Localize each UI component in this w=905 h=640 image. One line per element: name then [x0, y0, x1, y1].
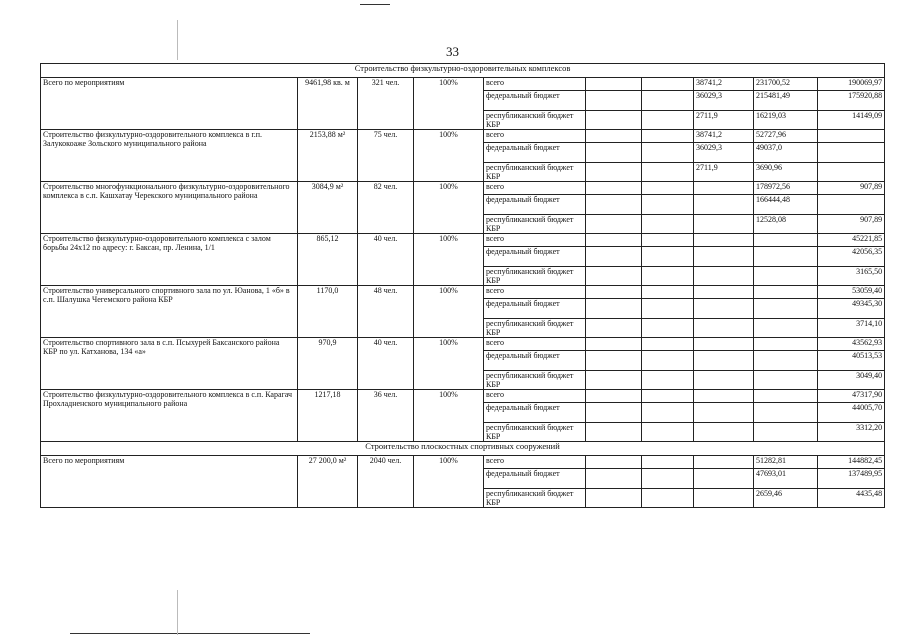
amount-year-2: 178972,56 — [754, 182, 818, 195]
capacity-people: 75 чел. — [358, 130, 414, 182]
table-row — [41, 338, 885, 351]
funding-source: республиканский бюджет КБР — [484, 489, 586, 508]
empty-cell — [586, 78, 642, 91]
capacity-people: 40 чел. — [358, 234, 414, 286]
amount-year-3: 3165,50 — [818, 267, 885, 286]
capacity-people: 82 чел. — [358, 182, 414, 234]
amount-year-2: 231700,52 — [754, 78, 818, 91]
empty-cell — [586, 267, 642, 286]
amount-year-3: 43562,93 — [818, 338, 885, 351]
empty-cell — [642, 91, 694, 111]
amount-year-1 — [694, 351, 754, 371]
amount-year-3: 47317,90 — [818, 390, 885, 403]
empty-cell — [586, 489, 642, 508]
page-number: 33 — [446, 44, 459, 59]
amount-year-3: 190069,97 — [818, 78, 885, 91]
funding-source: всего — [484, 234, 586, 247]
amount-year-1 — [694, 403, 754, 423]
funding-source: республиканский бюджет КБР — [484, 111, 586, 130]
completion-percent: 100% — [414, 234, 484, 286]
amount-year-1 — [694, 195, 754, 215]
table-row — [41, 286, 885, 299]
scan-line-vertical-lower — [177, 590, 178, 635]
completion-percent: 100% — [414, 130, 484, 182]
empty-cell — [642, 215, 694, 234]
amount-year-2: 52727,96 — [754, 130, 818, 143]
capacity-area: 1170,0 — [298, 286, 358, 338]
capacity-area: 27 200,0 м² — [298, 456, 358, 508]
amount-year-3: 907,89 — [818, 182, 885, 195]
amount-year-3 — [818, 143, 885, 163]
section-header-row — [41, 64, 885, 78]
measure-name: Строительство физкультурно-оздоровительного комплекса в с.п. Карагач Прохладненского муниципального района — [41, 390, 298, 442]
funding-source: всего — [484, 130, 586, 143]
amount-year-2 — [754, 338, 818, 351]
amount-year-3: 44005,70 — [818, 403, 885, 423]
amount-year-1: 2711,9 — [694, 163, 754, 182]
empty-cell — [642, 299, 694, 319]
funding-source: республиканский бюджет КБР — [484, 267, 586, 286]
measure-name: Строительство физкультурно-оздоровительного комплекса в г.п. Залукокоаже Зольского муниципального района — [41, 130, 298, 182]
empty-cell — [642, 286, 694, 299]
section-header-row — [41, 442, 885, 456]
amount-year-2 — [754, 319, 818, 338]
completion-percent: 100% — [414, 338, 484, 390]
table-row — [41, 234, 885, 247]
empty-cell — [586, 423, 642, 442]
amount-year-3: 907,89 — [818, 215, 885, 234]
funding-source: федеральный бюджет — [484, 247, 586, 267]
capacity-people: 321 чел. — [358, 78, 414, 130]
empty-cell — [642, 489, 694, 508]
amount-year-1 — [694, 267, 754, 286]
measure-name: Строительство спортивного зала в с.п. Псыхурей Баксанского района КБР по ул. Катханова, 134 «а» — [41, 338, 298, 390]
capacity-area: 2153,88 м² — [298, 130, 358, 182]
amount-year-1 — [694, 299, 754, 319]
funding-source: республиканский бюджет КБР — [484, 163, 586, 182]
amount-year-2: 215481,49 — [754, 91, 818, 111]
funding-source: федеральный бюджет — [484, 299, 586, 319]
empty-cell — [642, 234, 694, 247]
amount-year-3: 53059,40 — [818, 286, 885, 299]
completion-percent: 100% — [414, 182, 484, 234]
table-row — [41, 182, 885, 195]
amount-year-3 — [818, 195, 885, 215]
amount-year-1 — [694, 423, 754, 442]
empty-cell — [642, 130, 694, 143]
amount-year-3: 49345,30 — [818, 299, 885, 319]
table-row — [41, 78, 885, 91]
empty-cell — [642, 390, 694, 403]
funding-source: всего — [484, 78, 586, 91]
amount-year-1 — [694, 234, 754, 247]
empty-cell — [642, 351, 694, 371]
empty-cell — [586, 234, 642, 247]
amount-year-1 — [694, 371, 754, 390]
amount-year-1 — [694, 319, 754, 338]
amount-year-1: 36029,3 — [694, 91, 754, 111]
amount-year-2 — [754, 286, 818, 299]
capacity-people: 36 чел. — [358, 390, 414, 442]
amount-year-1 — [694, 247, 754, 267]
section-title: Строительство плоскостных спортивных сооружений — [41, 442, 885, 456]
funding-source: республиканский бюджет КБР — [484, 423, 586, 442]
funding-source: федеральный бюджет — [484, 469, 586, 489]
amount-year-1 — [694, 469, 754, 489]
empty-cell — [642, 247, 694, 267]
empty-cell — [642, 111, 694, 130]
amount-year-2: 166444,48 — [754, 195, 818, 215]
empty-cell — [642, 195, 694, 215]
funding-source: федеральный бюджет — [484, 351, 586, 371]
empty-cell — [642, 143, 694, 163]
amount-year-1: 38741,2 — [694, 130, 754, 143]
amount-year-1 — [694, 215, 754, 234]
completion-percent: 100% — [414, 286, 484, 338]
empty-cell — [586, 403, 642, 423]
empty-cell — [586, 143, 642, 163]
amount-year-2 — [754, 234, 818, 247]
amount-year-3: 144882,45 — [818, 456, 885, 469]
funding-table — [40, 63, 885, 508]
amount-year-2 — [754, 390, 818, 403]
amount-year-1: 2711,9 — [694, 111, 754, 130]
capacity-area: 865,12 — [298, 234, 358, 286]
amount-year-1 — [694, 456, 754, 469]
completion-percent: 100% — [414, 390, 484, 442]
empty-cell — [586, 319, 642, 338]
section-title: Строительство физкультурно-оздоровительных комплексов — [41, 64, 885, 78]
capacity-area: 1217,18 — [298, 390, 358, 442]
empty-cell — [586, 390, 642, 403]
amount-year-3: 137489,95 — [818, 469, 885, 489]
amount-year-1 — [694, 182, 754, 195]
amount-year-3: 4435,48 — [818, 489, 885, 508]
empty-cell — [642, 403, 694, 423]
amount-year-3: 175920,88 — [818, 91, 885, 111]
empty-cell — [642, 319, 694, 338]
completion-percent: 100% — [414, 78, 484, 130]
table-row — [41, 130, 885, 143]
capacity-area: 970,9 — [298, 338, 358, 390]
measure-name: Строительство многофункционального физкультурно-оздоровительного комплекса в с.п. Кашхатау Черекского муниципального района — [41, 182, 298, 234]
amount-year-3: 42056,35 — [818, 247, 885, 267]
empty-cell — [642, 469, 694, 489]
empty-cell — [586, 130, 642, 143]
amount-year-2: 47693,01 — [754, 469, 818, 489]
scan-line-vertical — [177, 20, 178, 60]
empty-cell — [586, 182, 642, 195]
scan-mark-bottom — [70, 633, 310, 634]
measure-name: Строительство физкультурно-оздоровительного комплекса с залом борьбы 24х12 по адресу: г. Баксан, пр. Ленина, 1/1 — [41, 234, 298, 286]
amount-year-3: 40513,53 — [818, 351, 885, 371]
measure-name: Строительство универсального спортивного зала по ул. Юанова, 1 «б» в с.п. Шалушка Чегемского района КБР — [41, 286, 298, 338]
amount-year-3 — [818, 163, 885, 182]
funding-source: республиканский бюджет КБР — [484, 319, 586, 338]
amount-year-1 — [694, 286, 754, 299]
empty-cell — [586, 351, 642, 371]
funding-source: федеральный бюджет — [484, 143, 586, 163]
measure-name: Всего по мероприятиям — [41, 456, 298, 508]
completion-percent: 100% — [414, 456, 484, 508]
amount-year-1 — [694, 338, 754, 351]
empty-cell — [586, 195, 642, 215]
empty-cell — [586, 91, 642, 111]
funding-source: всего — [484, 338, 586, 351]
empty-cell — [642, 182, 694, 195]
amount-year-1 — [694, 390, 754, 403]
amount-year-2 — [754, 403, 818, 423]
amount-year-3: 3049,40 — [818, 371, 885, 390]
funding-source: всего — [484, 286, 586, 299]
table-body — [41, 64, 885, 508]
amount-year-1: 36029,3 — [694, 143, 754, 163]
amount-year-2 — [754, 371, 818, 390]
amount-year-2 — [754, 247, 818, 267]
empty-cell — [586, 338, 642, 351]
amount-year-2 — [754, 267, 818, 286]
amount-year-3 — [818, 130, 885, 143]
amount-year-2: 51282,81 — [754, 456, 818, 469]
empty-cell — [642, 78, 694, 91]
empty-cell — [586, 247, 642, 267]
amount-year-1: 38741,2 — [694, 78, 754, 91]
amount-year-1 — [694, 489, 754, 508]
capacity-people: 2040 чел. — [358, 456, 414, 508]
capacity-people: 48 чел. — [358, 286, 414, 338]
empty-cell — [642, 267, 694, 286]
empty-cell — [586, 299, 642, 319]
amount-year-2 — [754, 423, 818, 442]
amount-year-2: 12528,08 — [754, 215, 818, 234]
empty-cell — [586, 111, 642, 130]
empty-cell — [642, 163, 694, 182]
empty-cell — [642, 423, 694, 442]
funding-source: федеральный бюджет — [484, 195, 586, 215]
table-row — [41, 390, 885, 403]
funding-source: всего — [484, 390, 586, 403]
scan-mark-top — [360, 4, 390, 5]
empty-cell — [586, 163, 642, 182]
amount-year-2: 3690,96 — [754, 163, 818, 182]
empty-cell — [586, 456, 642, 469]
funding-source: республиканский бюджет КБР — [484, 371, 586, 390]
measure-name: Всего по мероприятиям — [41, 78, 298, 130]
amount-year-3: 45221,85 — [818, 234, 885, 247]
empty-cell — [642, 338, 694, 351]
capacity-people: 40 чел. — [358, 338, 414, 390]
empty-cell — [642, 456, 694, 469]
amount-year-3: 14149,09 — [818, 111, 885, 130]
empty-cell — [586, 286, 642, 299]
amount-year-2: 16219,03 — [754, 111, 818, 130]
funding-source: республиканский бюджет КБР — [484, 215, 586, 234]
empty-cell — [586, 469, 642, 489]
amount-year-2 — [754, 351, 818, 371]
funding-source: всего — [484, 182, 586, 195]
amount-year-3: 3714,10 — [818, 319, 885, 338]
amount-year-3: 3312,20 — [818, 423, 885, 442]
capacity-area: 3084,9 м² — [298, 182, 358, 234]
empty-cell — [586, 215, 642, 234]
funding-source: федеральный бюджет — [484, 403, 586, 423]
amount-year-2: 2659,46 — [754, 489, 818, 508]
funding-source: федеральный бюджет — [484, 91, 586, 111]
amount-year-2: 49037,0 — [754, 143, 818, 163]
amount-year-2 — [754, 299, 818, 319]
empty-cell — [642, 371, 694, 390]
table-row — [41, 456, 885, 469]
capacity-area: 9461,98 кв. м — [298, 78, 358, 130]
funding-source: всего — [484, 456, 586, 469]
empty-cell — [586, 371, 642, 390]
